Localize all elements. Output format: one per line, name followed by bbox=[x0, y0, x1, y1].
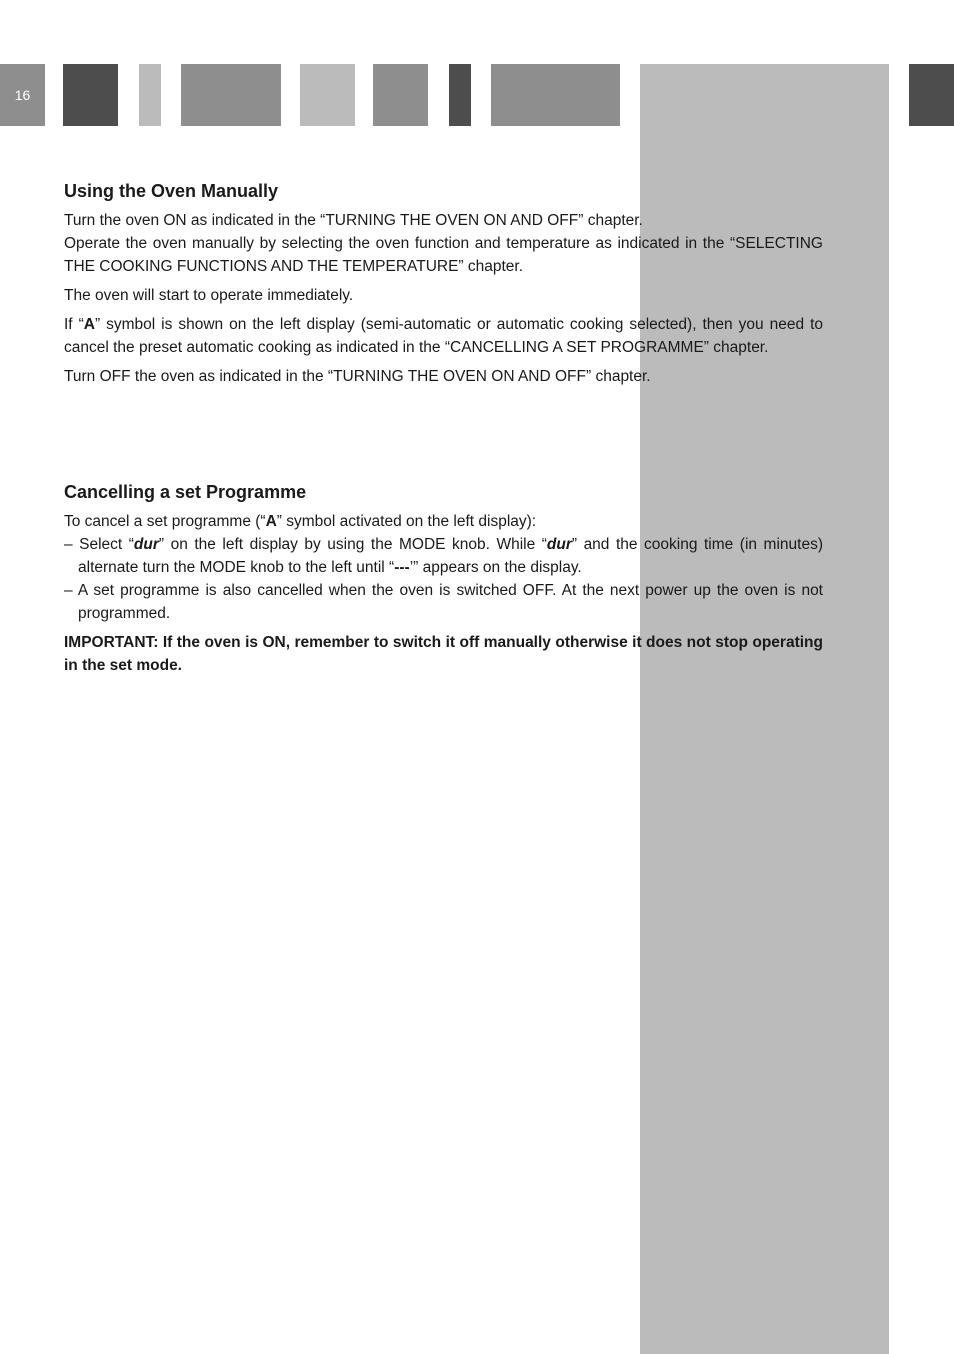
section-cancelling-programme bbox=[64, 480, 823, 683]
header-block-5 bbox=[373, 64, 428, 126]
dash-list bbox=[64, 533, 823, 625]
page-number-text: 16 bbox=[14, 87, 31, 103]
text-run: ” on the left display by using the MODE knob. While “ bbox=[158, 536, 547, 553]
text-run: To cancel a set programme (“ bbox=[64, 513, 266, 530]
symbol-a: A bbox=[265, 513, 277, 530]
dur-symbol: dur bbox=[546, 536, 572, 553]
text-run: ” symbol is shown on the left display (semi-automatic or automatic cooking selected), then you need to cancel the preset automatic cooking as indicated in the “CANCELLING A SET PROGRAMME” chapter. bbox=[64, 316, 823, 356]
text-line: Operate the oven manually by selecting the oven function and temperature as indicated in the “SELECTING THE COOKING FUNCTIONS AND THE TEMPERATURE” chapter. bbox=[64, 235, 823, 275]
page-number bbox=[0, 64, 45, 126]
text-run: ” and the cooking time (in minutes) alternate turn the MODE knob to the left until “ bbox=[78, 536, 823, 576]
header-block-7 bbox=[491, 64, 620, 126]
section-heading: Using the Oven Manually bbox=[64, 181, 279, 201]
section-heading: Cancelling a set Programme bbox=[64, 482, 307, 502]
dur-symbol: dur bbox=[133, 536, 159, 553]
header-block-2 bbox=[139, 64, 161, 126]
text-run: ” symbol activated on the left display): bbox=[276, 513, 537, 530]
text-run: If “ bbox=[64, 316, 84, 333]
paragraph: The oven will start to operate immediately. bbox=[64, 287, 354, 304]
paragraph bbox=[64, 313, 823, 359]
paragraph bbox=[64, 209, 823, 278]
header-block-8 bbox=[909, 64, 954, 126]
list-item bbox=[64, 533, 823, 579]
paragraph: Turn OFF the oven as indicated in the “TURNING THE OVEN ON AND OFF” chapter. bbox=[64, 368, 651, 385]
section-using-oven-manually bbox=[64, 179, 823, 394]
header-block-1 bbox=[63, 64, 118, 126]
text-line: Turn the oven ON as indicated in the “TURNING THE OVEN ON AND OFF” chapter. bbox=[64, 212, 643, 229]
header-block-3 bbox=[181, 64, 281, 126]
list-item: – A set programme is also cancelled when the oven is switched OFF. At the next power up the oven is not programmed. bbox=[64, 582, 823, 622]
header-block-6 bbox=[449, 64, 471, 126]
header-block-4 bbox=[300, 64, 355, 126]
dashes-symbol: --- bbox=[394, 559, 410, 576]
paragraph bbox=[64, 510, 823, 533]
text-run: ’” appears on the display. bbox=[409, 559, 582, 576]
text-run: – Select “ bbox=[64, 536, 134, 553]
important-note: IMPORTANT: If the oven is ON, remember to switch it off manually otherwise it does not stop operating in the set mode. bbox=[64, 634, 823, 674]
symbol-a: A bbox=[83, 316, 95, 333]
